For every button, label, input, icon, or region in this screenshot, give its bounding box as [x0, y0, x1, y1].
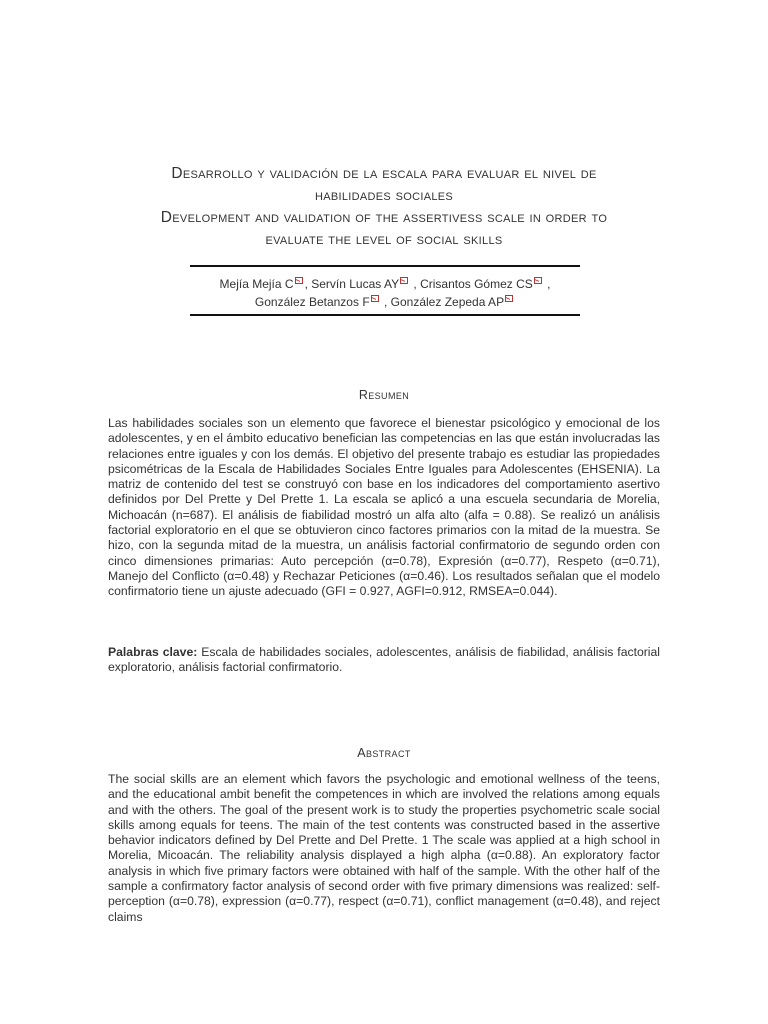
email-icon[interactable] — [295, 277, 303, 284]
title-line-en-1: Development and validation of the assertivess scale in order to — [160, 209, 608, 226]
email-icon[interactable] — [534, 277, 542, 284]
author-list — [190, 275, 580, 311]
keywords-paragraph — [108, 645, 660, 676]
abstract-heading: Abstract — [357, 746, 411, 760]
authors-top-rule — [190, 265, 580, 267]
author-separator: , — [543, 277, 551, 291]
author-name: González Betanzos F — [254, 295, 370, 309]
title-line-es-1: Desarrollo y validación de la escala para evaluar el nivel de — [171, 165, 597, 182]
resumen-body: Las habilidades sociales son un elemento que favorece el bienestar psicológico y emocional de los adolescentes, y en el ámbito educativo benefician las competencias en las que están involucradas las relaciones entre iguales y con los demás. El objetivo del presente trabajo es estudiar las propiedades psicométricas de la Escala de Habilidades Sociales Entre Iguales para Adolescentes (EHSENIA). La matriz de contenido del test se construyó con base en los indicadores del comportamiento asertivo definidos por Del Prette y Del Prette 1. La escala se aplicó a una escuela secundaria de Morelia, Michoacán (n=687). El análisis de fiabilidad mostró un alfa alto (alfa = 0.88). Se realizó un análisis factorial exploratorio en el que se obtuvieron cinco factores primarios con la mitad de la muestra. Se hizo, con la segunda mitad de la muestra, un análisis factorial confirmatorio de segundo orden con cinco dimensiones primarias: Auto percepción (α=0.78), Expresión (α=0.77), Respeto (α=0.71), Manejo del Conflicto (α=0.48) y Rechazar Peticiones (α=0.46). Los resultados señalan que el modelo confirmatorio tiene un ajuste adecuado (GFI = 0.927, AGFI=0.912, RMSEA=0.044). — [108, 416, 660, 599]
email-icon[interactable] — [371, 295, 379, 302]
email-icon[interactable] — [505, 295, 513, 302]
title-line-es-2: habilidades sociales — [314, 187, 454, 204]
author-name: , González Zepeda AP — [380, 295, 505, 309]
author-name: , Servín Lucas AY — [304, 277, 400, 291]
author-line-2 — [190, 293, 580, 311]
article-title — [108, 163, 660, 251]
author-name: , Crisantos Gómez CS — [410, 277, 533, 291]
author-name: Mejía Mejía C — [219, 277, 294, 291]
abstract-body: The social skills are an element which favors the psychologic and emotional wellness of the teens, and the educational ambit benefit the competences in which are involved the relations among equals and with the others. The goal of the present work is to study the properties psychometric scale social skills among equals for teens. The main of the test contents was constructed based in the assertive behavior indicators defined by Del Prette and Del Prette. 1 The scale was applied at a high school in Morelia, Micoacán. The reliability analysis displayed a high alpha (α=0.88). An exploratory factor analysis in which five primary factors were obtained with half of the sample. With the other half of the sample a confirmatory factor analysis of second order with five primary dimensions was realized: self-perception (α=0.78), expression (α=0.77), respect (α=0.71), conflict management (α=0.48), and reject claims — [108, 772, 660, 924]
title-line-en-2: evaluate the level of social skills — [265, 231, 503, 248]
authors-bottom-rule — [190, 314, 580, 316]
email-icon[interactable] — [400, 277, 408, 284]
author-line-1 — [190, 275, 580, 293]
resumen-heading: Resumen — [358, 388, 410, 402]
keywords-text: Escala de habilidades sociales, adolescentes, análisis de fiabilidad, análisis factorial exploratorio, análisis factorial confirmatorio. — [108, 645, 660, 675]
keywords-label: Palabras clave: — [108, 645, 198, 659]
